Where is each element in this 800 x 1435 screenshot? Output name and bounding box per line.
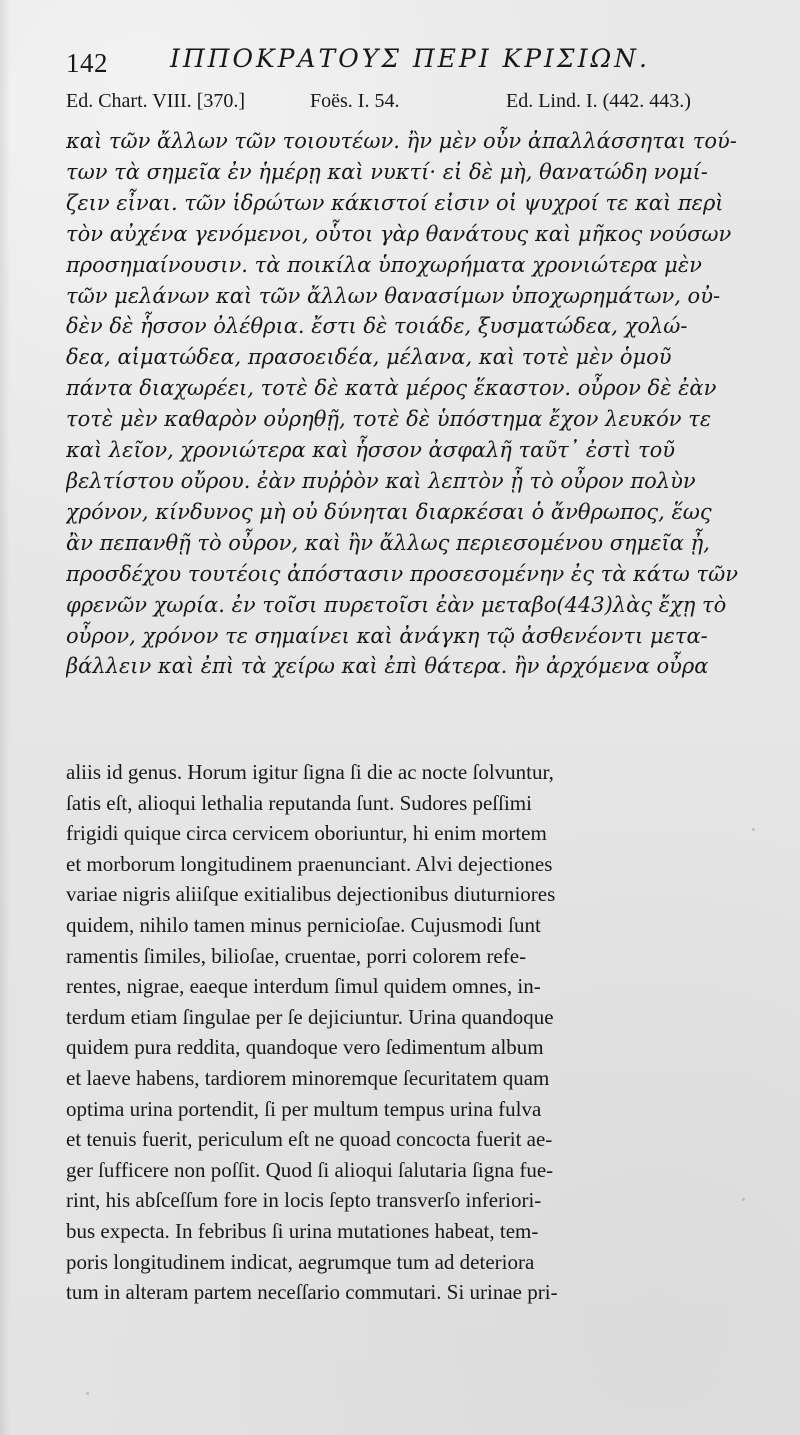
greek-text-line: τὸν αὐχένα γενόμενοι, οὗτοι γὰρ θανάτους καὶ μῆκος νούσων bbox=[66, 221, 732, 246]
latin-text-line: ramentis ſimiles, bilioſae, cruentae, porri colorem refe- bbox=[66, 943, 527, 968]
latin-text-line: bus expecta. In febribus ſi urina mutationes habeat, tem- bbox=[66, 1218, 539, 1243]
ink-speck bbox=[752, 828, 755, 831]
greek-text-line: οὖρον, χρόνον τε σημαίνει καὶ ἀνάγκη τῷ ἀσθενέοντι μετα- bbox=[66, 623, 708, 648]
greek-text-line: καὶ τῶν ἄλλων τῶν τοιουτέων. ἢν μὲν οὖν ἀπαλλάσσηται τού- bbox=[66, 129, 737, 153]
latin-text-line: terdum etiam ſingulae per ſe dejiciuntur. Urina quandoque bbox=[66, 1004, 554, 1029]
latin-text-line: et tenuis fuerit, periculum eſt ne quoad concocta fuerit ae- bbox=[66, 1127, 553, 1152]
edition-references bbox=[66, 90, 766, 118]
chartier-reference: Ed. Chart. VIII. [370.] bbox=[66, 90, 246, 112]
page-number: 142 bbox=[66, 48, 108, 78]
latin-text-line: optima urina portendit, ſi per multum tempus urina fulva bbox=[66, 1096, 542, 1121]
latin-text-line: et morborum longitudinem praenunciant. Alvi dejectiones bbox=[66, 851, 553, 876]
ink-speck bbox=[86, 1392, 89, 1395]
foes-reference: Foës. I. 54. bbox=[310, 90, 400, 112]
greek-text-line: προσδέχου τουτέοις ἀπόστασιν προσεσομένην ἐς τὰ κάτω τῶν bbox=[66, 561, 738, 586]
greek-text-line: των τὰ σημεῖα ἐν ἡμέρῃ καὶ νυκτί· εἰ δὲ μὴ, θανατώδη νομί- bbox=[66, 159, 708, 184]
greek-text-line: τῶν μελάνων καὶ τῶν ἄλλων θανασίμων ὑποχωρημάτων, οὐ- bbox=[66, 283, 721, 308]
latin-text-line: variae nigris aliiſque exitialibus dejectionibus diuturniores bbox=[66, 882, 556, 907]
greek-text-line: ζειν εἶναι. τῶν ἱδρώτων κάκιστοί εἰσιν οἱ ψυχροί τε καὶ περὶ bbox=[66, 190, 724, 215]
latin-text-line: rentes, nigrae, eaeque interdum ſimul quidem omnes, in- bbox=[66, 974, 541, 999]
greek-text-block bbox=[66, 126, 756, 682]
latin-text-block bbox=[66, 757, 766, 1308]
greek-text-line: τοτὲ μὲν καθαρὸν οὐρηθῇ, τοτὲ δὲ ὑπόστημα ἔχον λευκόν τε bbox=[66, 407, 712, 432]
greek-text-line: χρόνον, κίνδυνος μὴ οὐ δύνηται διαρκέσαι ὁ ἄνθρωπος, ἕως bbox=[66, 499, 712, 524]
greek-text-line: βάλλειν καὶ ἐπὶ τὰ χείρω καὶ ἐπὶ θάτερα. ἢν ἀρχόμενα οὖρα bbox=[66, 654, 709, 679]
greek-text-line: δεα, αἱματώδεα, πρασοειδέα, μέλανα, καὶ τοτὲ μὲν ὁμοῦ bbox=[66, 345, 672, 370]
greek-text-line: ἂν πεπανθῇ τὸ οὖρον, καὶ ἢν ἄλλως περιεσομένου σημεῖα ᾖ, bbox=[66, 530, 710, 555]
latin-text-line: quidem, nihilo tamen minus pernicioſae. Cujusmodi ſunt bbox=[66, 912, 541, 937]
latin-text-line: tum in alteram partem neceſſario commutari. Si urinae pri- bbox=[66, 1280, 558, 1305]
page-header bbox=[66, 42, 756, 84]
running-title: ΙΠΠΟΚΡΑΤΟΥΣ ΠΕΡΙ ΚΡΙΣΙΩΝ. bbox=[170, 44, 650, 73]
ink-speck bbox=[742, 1198, 745, 1201]
latin-text-line: ger ſufficere non poſſit. Quod ſi alioqui ſalutaria ſigna fue- bbox=[66, 1157, 554, 1182]
latin-text-line: frigidi quique circa cervicem oboriuntur, hi enim mortem bbox=[66, 821, 547, 846]
greek-text-line: δὲν δὲ ἧσσον ὀλέθρια. ἔστι δὲ τοιάδε, ξυσματώδεα, χολώ- bbox=[66, 314, 688, 339]
latin-text-line: poris longitudinem indicat, aegrumque tum ad deteriora bbox=[66, 1249, 535, 1274]
greek-text-line: προσημαίνουσιν. τὰ ποικίλα ὑποχωρήματα χρονιώτερα μὲν bbox=[66, 252, 702, 277]
linden-reference: Ed. Lind. I. (442. 443.) bbox=[506, 90, 691, 112]
latin-text-line: aliis id genus. Horum igitur ſigna ſi die ac nocte ſolvuntur, bbox=[66, 760, 554, 784]
greek-text-line: φρενῶν χωρία. ἐν τοῖσι πυρετοῖσι ἐὰν μεταβο(443)λὰς ἔχῃ τὸ bbox=[66, 592, 727, 617]
latin-text-line: et laeve habens, tardiorem minoremque ſecuritatem quam bbox=[66, 1065, 550, 1090]
greek-text-line: καὶ λεῖον, χρονιώτερα καὶ ἧσσον ἀσφαλῆ ταῦτ᾽ ἐστὶ τοῦ bbox=[66, 438, 676, 463]
latin-text-line: quidem pura reddita, quandoque vero ſedimentum album bbox=[66, 1035, 544, 1060]
greek-text-line: βελτίστου οὔρου. ἐὰν πυῤῥὸν καὶ λεπτὸν ᾖ τὸ οὖρον πολὺν bbox=[66, 468, 696, 493]
greek-text-line: πάντα διαχωρέει, τοτὲ δὲ κατὰ μέρος ἕκαστον. οὖρον δὲ ἐὰν bbox=[66, 376, 717, 401]
page-edge-shadow bbox=[0, 0, 10, 1435]
latin-text-line: ſatis eſt, alioqui lethalia reputanda ſunt. Sudores peſſimi bbox=[66, 790, 532, 815]
latin-text-line: rint, his abſceſſum fore in locis ſepto transverſo inferiori- bbox=[66, 1188, 542, 1213]
